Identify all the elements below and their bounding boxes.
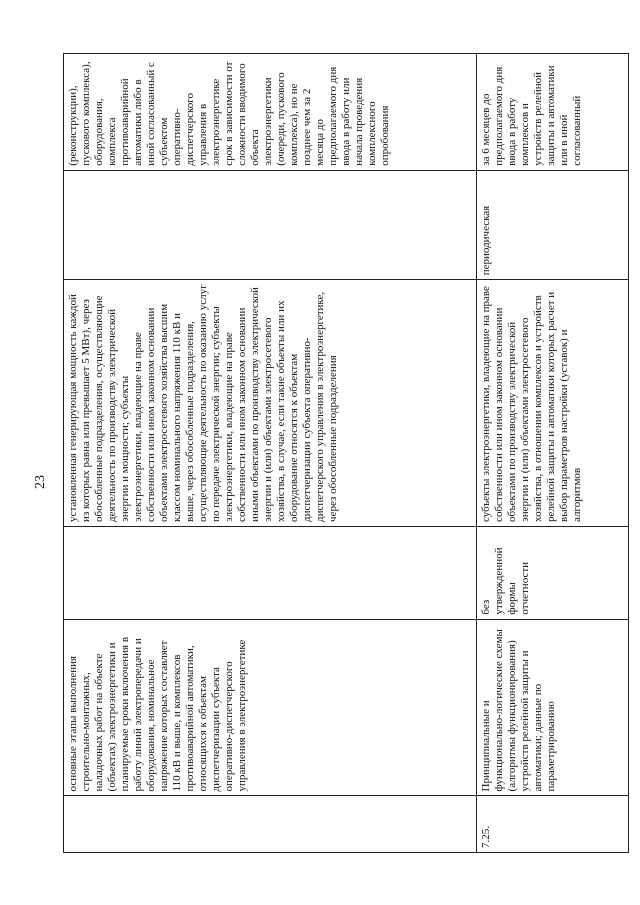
row-number-cell — [64, 796, 477, 853]
reporting-table — [63, 53, 629, 853]
form-cell: без утвержденной формы отчетности — [476, 526, 628, 619]
subjects-cell: установленная генерирующая мощность каждой из которых равна или превышает 5 МВт), через обособленные подразделения, осуществляющие деятельность по производству электрической энергии и мощности; субъекты электроэнергетики, владеющие на праве собственности или ином законном основании объектами электросетевого хозяйства высшим классом номинального напряжения 110 кВ и выше, через обособленные подразделения, осуществляющие деятельность по оказанию услуг по передаче электрической энергии; субъекты электроэнергетики, владеющие на праве собственности или ином законном основании иными объектами по производству электрической энергии и (или) объектами электросетевого хозяйства, в случае, если такие объекты или их оборудование относятся к объектам диспетчеризации субъекта оперативно-диспетчерского управления в электроэнергетике, через обособленные подразделения — [64, 280, 477, 527]
table-row — [64, 54, 477, 853]
document-table-sheet — [63, 53, 629, 853]
term-cell: (реконструкции), пускового комплекса), оборудования, комплекса противоаварийной автоматики либо в иной согласованный с субъектом оперативно-диспетчерского управления в электроэнергетике срок в зависимости от сложности вводимого объекта электроэнергетики (очереди, пускового комплекса), но не позднее чем за 2 месяца до предполагаемого дня ввода в работу или начала проведения комплексного опробования — [64, 54, 477, 171]
form-cell — [64, 526, 477, 619]
item-name-cell: основные этапы выполнения строительно-монтажных, наладочных работ на объекте (объектах) электроэнергетики и планируемые сроки включения в работу линий электропередачи и оборудования, номинальное напряжение которых составляет 110 кВ и выше, и комплексов противоаварийной автоматики, относящихся к объектам диспетчеризации субъекта оперативно-диспетчерского управления в электроэнергетике — [64, 619, 477, 796]
page-number: 23 — [33, 475, 48, 489]
periodicity-cell: периодическая — [476, 170, 628, 280]
table-row — [476, 54, 628, 853]
periodicity-cell — [64, 170, 477, 280]
term-cell: за 6 месяцев до предполагаемого дня ввода в работу комплексов и устройств релейной защиты и автоматики или в иной согласованный — [476, 54, 628, 171]
subjects-cell: субъекты электроэнергетики, владеющие на праве собственности или ином законном основании объектами по производству электрической энергии и (или) объектами электросетевого хозяйства, в отношении комплексов и устройств релейной защиты и автоматики которых расчет и выбор параметров настройки (уставок) и алгоритмов — [476, 280, 628, 527]
row-number-cell: 7.25. — [476, 796, 628, 853]
item-name-cell: Принципиальные и функционально-логические схемы (алгоритмы функционирования) устройств релейной защиты и автоматики; данные по параметрированию — [476, 619, 628, 796]
